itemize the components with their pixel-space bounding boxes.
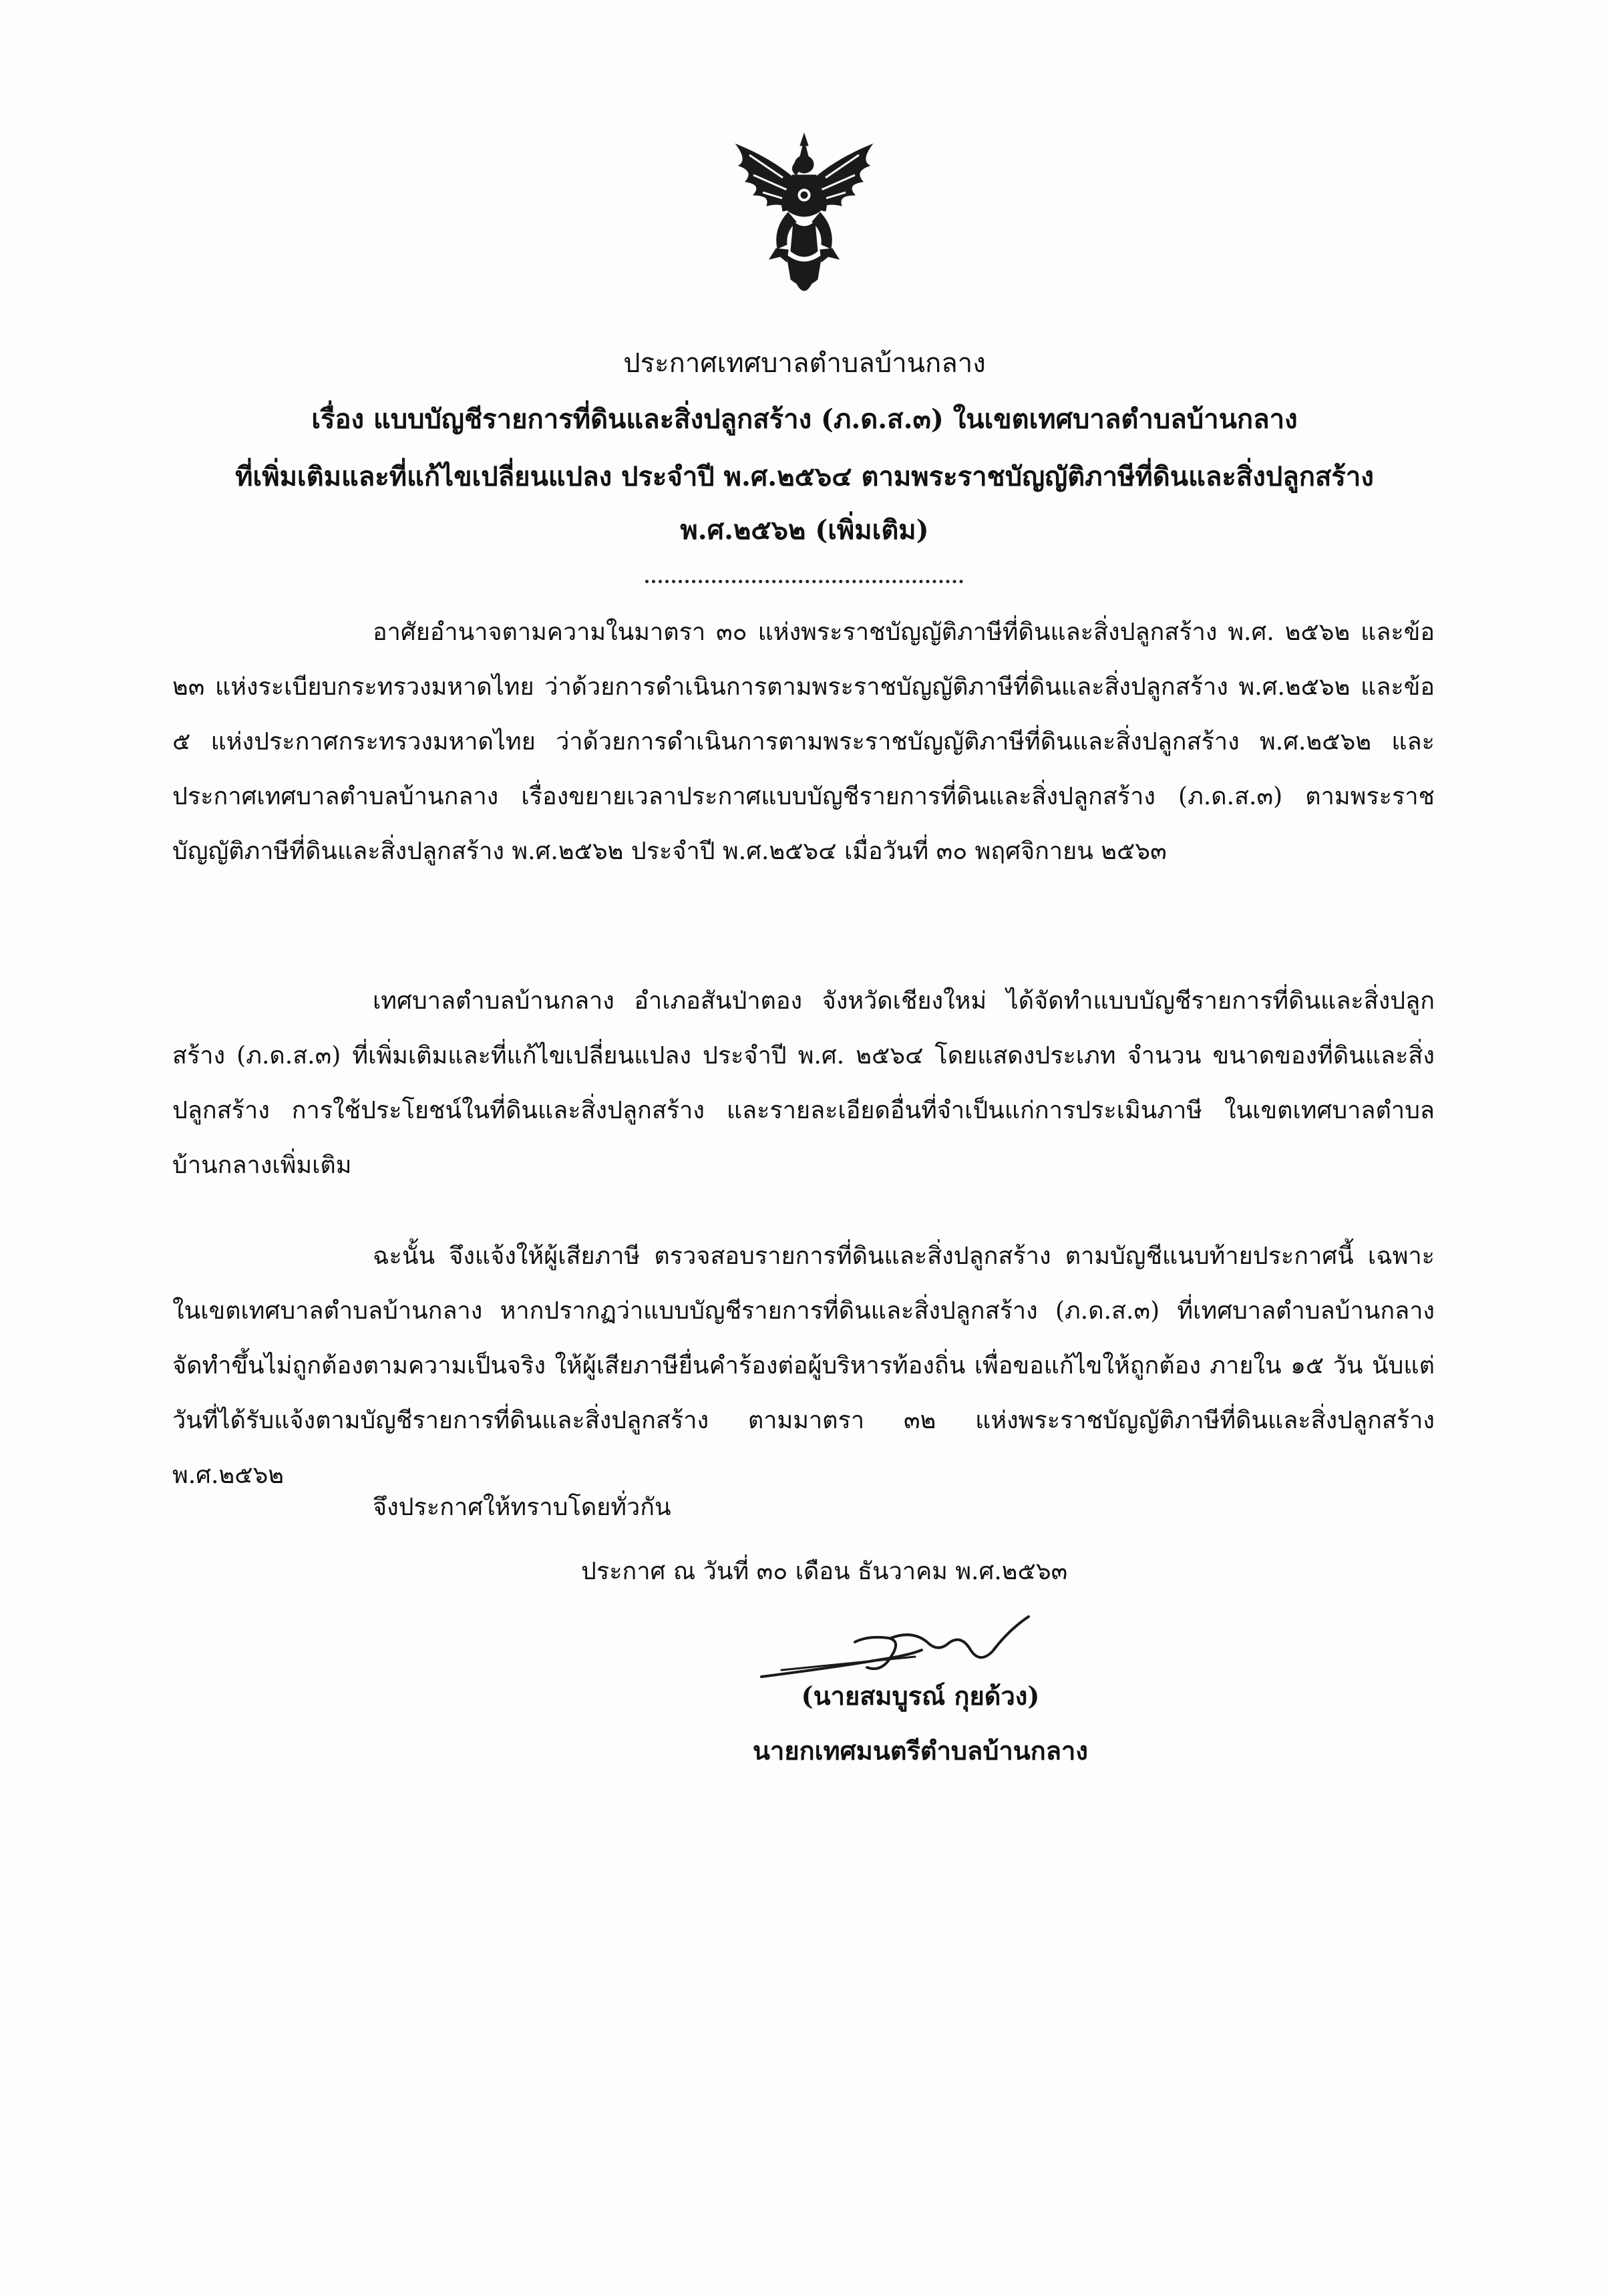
paragraph-text: อาศัยอำนาจตามความในมาตรา ๓๐ แห่งพระราชบัญญัติภาษีที่ดินและสิ่งปลูกสร้าง พ.ศ. ๒๕๖๒ และข้อ ๒๓ แห่งระเบียบกระทรวงมหาดไทย ว่าด้วยการดำเนินการตามพระราชบัญญัติภาษีที่ดินและสิ่งปลูกสร้าง พ.ศ.๒๕๖๒ และข้อ ๕ แห่งประกาศกระทรวงมหาดไทย ว่าด้วยการดำเนินการตามพระราชบัญญัติภาษีที่ดินและสิ่งปลูกสร้าง พ.ศ.๒๕๖๒ และประกาศเทศบาลตำบลบ้านกลาง เรื่องขยายเวลาประกาศแบบบัญชีรายการที่ดินและสิ่งปลูกสร้าง (ภ.ด.ส.๓) ตามพระราชบัญญัติภาษีที่ดินและสิ่งปลูกสร้าง พ.ศ.๒๕๖๒ ประจำปี พ.ศ.๒๕๖๔ เมื่อวันที่ ๓๐ พฤศจิกายน ๒๕๖๓ [172,619,1435,865]
closing-sentence: จึงประกาศให้ทราบโดยทั่วกัน [373,1494,671,1521]
announcement-date: ประกาศ ณ วันที่ ๓๐ เดือน ธันวาคม พ.ศ.๒๕๖๓ [581,1558,1068,1585]
signer-title: นายกเทศมนตรีตำบลบ้านกลาง [753,1736,1088,1766]
paragraph-text: ฉะนั้น จึงแจ้งให้ผู้เสียภาษี ตรวจสอบรายการที่ดินและสิ่งปลูกสร้าง ตามบัญชีแนบท้ายประกาศนี้ เฉพาะในเขตเทศบาลตำบลบ้านกลาง หากปรากฏว่าแบบบัญชีรายการที่ดินและสิ่งปลูกสร้าง (ภ.ด.ส.๓) ที่เทศบาลตำบลบ้านกลาง จัดทำขึ้นไม่ถูกต้องตามความเป็นจริง ให้ผู้เสียภาษียื่นคำร้องต่อผู้บริหารท้องถิ่น เพื่อขอแก้ไขให้ถูกต้อง ภายใน ๑๕ วัน นับแต่วันที่ได้รับแจ้งตามบัญชีรายการที่ดินและสิ่งปลูกสร้าง ตามมาตรา ๓๒ แห่งพระราชบัญญัติภาษีที่ดินและสิ่งปลูกสร้าง พ.ศ.๒๕๖๒ [172,1243,1435,1489]
body-paragraph-3 [172,1229,1435,1503]
body-paragraph-1 [172,605,1435,879]
garuda-emblem-icon [729,131,879,305]
header-divider [645,580,963,583]
announcement-subject-line-3: พ.ศ.๒๕๖๒ (เพิ่มเติม) [680,514,929,546]
paragraph-text: เทศบาลตำบลบ้านกลาง อำเภอสันป่าตอง จังหวัดเชียงใหม่ ได้จัดทำแบบบัญชีรายการที่ดินและสิ่งปลูกสร้าง (ภ.ด.ส.๓) ที่เพิ่มเติมและที่แก้ไขเปลี่ยนแปลง ประจำปี พ.ศ. ๒๕๖๔ โดยแสดงประเภท จำนวน ขนาดของที่ดินและสิ่งปลูกสร้าง การใช้ประโยชน์ในที่ดินและสิ่งปลูกสร้าง และรายละเอียดอื่นที่จำเป็นแก่การประเมินภาษี ในเขตเทศบาลตำบลบ้านกลางเพิ่มเติม [172,987,1435,1179]
signer-name: (นายสมบูรณ์ กุยด้วง) [801,1681,1040,1711]
announcement-subject-line-1: เรื่อง แบบบัญชีรายการที่ดินและสิ่งปลูกสร้าง (ภ.ด.ส.๓) ในเขตเทศบาลตำบลบ้านกลาง [311,403,1298,435]
announcement-issuer: ประกาศเทศบาลตำบลบ้านกลาง [623,348,986,379]
announcement-subject-line-2: ที่เพิ่มเติมและที่แก้ไขเปลี่ยนแปลง ประจำปี พ.ศ.๒๕๖๔ ตามพระราชบัญญัติภาษีที่ดินและสิ่งปลูกสร้าง [235,461,1374,492]
body-paragraph-2 [172,974,1435,1193]
